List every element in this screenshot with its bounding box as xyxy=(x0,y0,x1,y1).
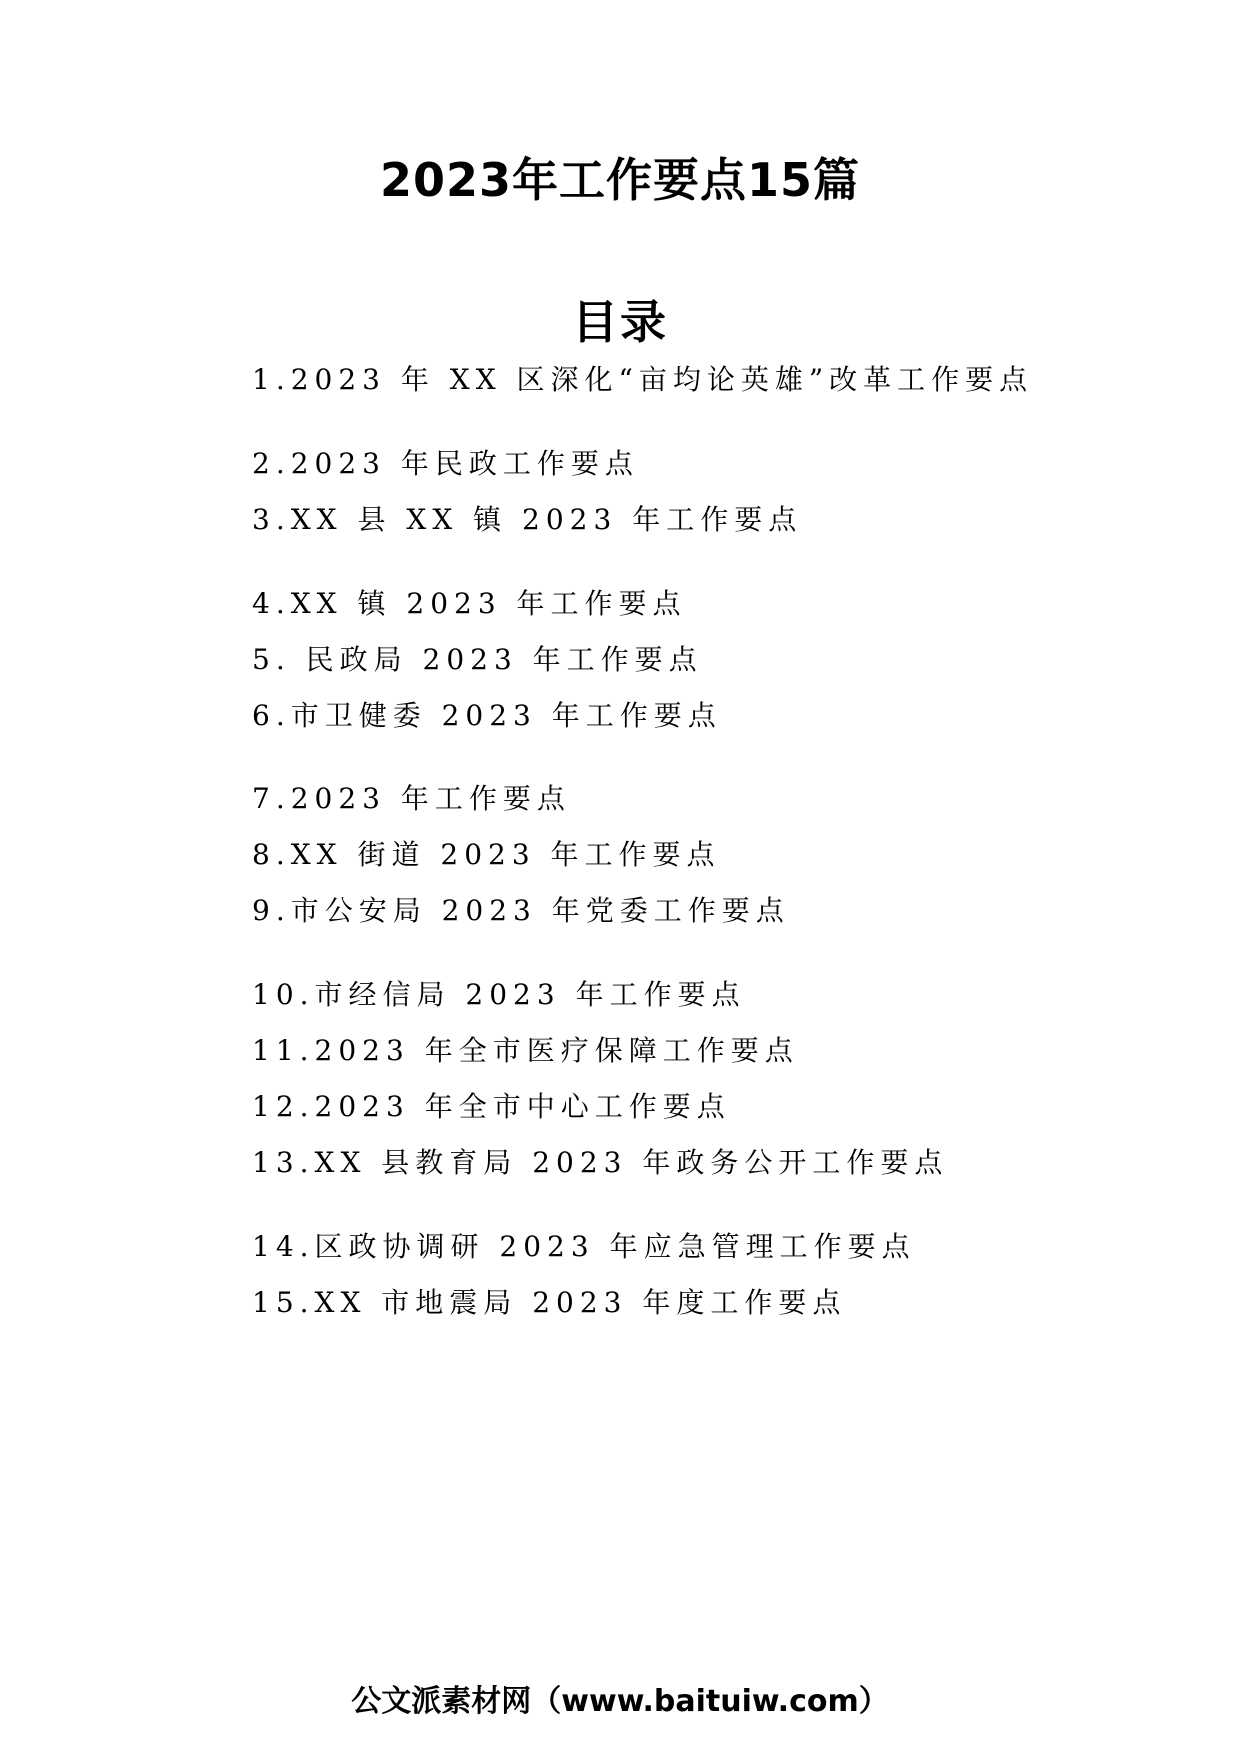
page-title: 2023年工作要点15篇 xyxy=(379,153,861,207)
toc-item-8: 8.XX 街道 2023 年工作要点 xyxy=(252,838,721,871)
toc-item-9: 9.市公安局 2023 年党委工作要点 xyxy=(252,894,790,927)
toc-item-7: 7.2023 年工作要点 xyxy=(252,782,571,815)
toc-item-13: 13.XX 县教育局 2023 年政务公开工作要点 xyxy=(252,1146,949,1179)
toc-item-6: 6.市卫健委 2023 年工作要点 xyxy=(252,699,722,732)
footer-credit: 公文派素材网（www.baituiw.com） xyxy=(351,1684,889,1719)
toc-item-4: 4.XX 镇 2023 年工作要点 xyxy=(252,587,687,620)
toc-item-3: 3.XX 县 XX 镇 2023 年工作要点 xyxy=(252,503,803,536)
toc-item-12: 12.2023 年全市中心工作要点 xyxy=(252,1090,731,1123)
toc-item-10: 10.市经信局 2023 年工作要点 xyxy=(252,978,746,1011)
toc-item-11: 11.2023 年全市医疗保障工作要点 xyxy=(252,1034,799,1067)
toc-item-5: 5. 民政局 2023 年工作要点 xyxy=(252,643,703,676)
toc-heading: 目录 xyxy=(572,295,668,349)
toc-item-14: 14.区政协调研 2023 年应急管理工作要点 xyxy=(252,1230,916,1263)
toc-item-15: 15.XX 市地震局 2023 年度工作要点 xyxy=(252,1286,847,1319)
toc-item-1: 1.2023 年 XX 区深化“亩均论英雄”改革工作要点 xyxy=(252,363,1034,396)
toc-item-2: 2.2023 年民政工作要点 xyxy=(252,447,639,480)
